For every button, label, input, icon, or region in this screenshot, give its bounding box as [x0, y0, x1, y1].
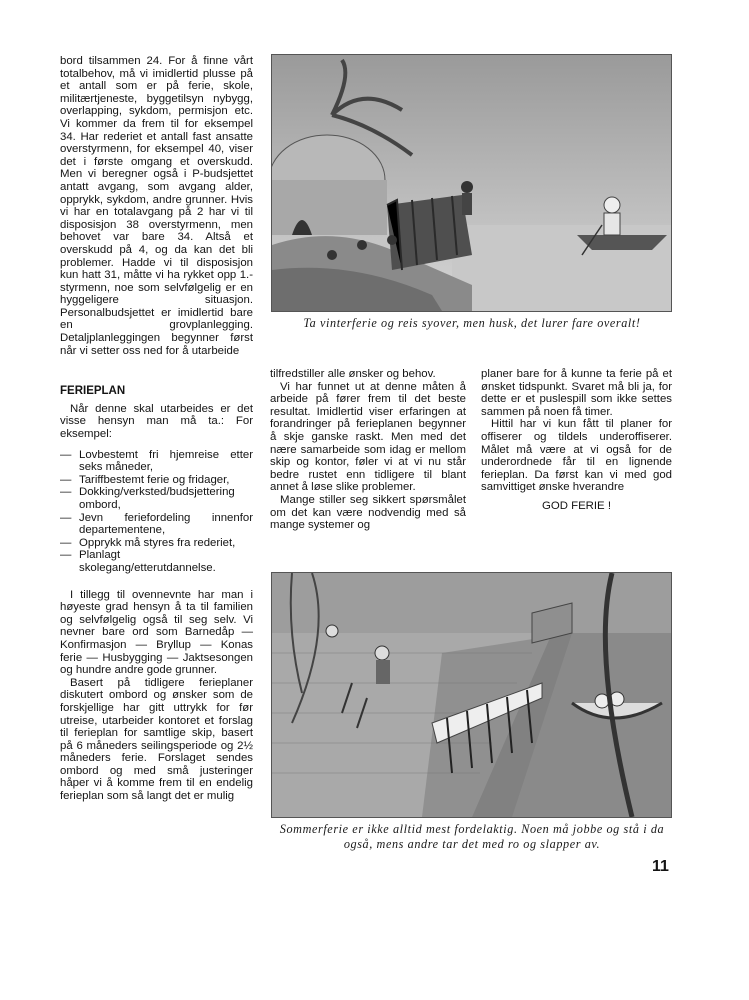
list-item: — Opprykk må styres fra rederiet,: [60, 537, 253, 550]
paragraph: bord tilsammen 24. For å finne vårt totalbehov, må vi imidlertid plusse på et antall som er på ferie, skole, militærtjeneste, byggetilsyn nybygg, overlapping, sykdom, permisjon etc. Vi kommer da frem til for eksempel 34. Har rederiet et antall fast ansatte overstyrmenn, for eksempel 40, viser det i første omgang et overskudd. Men vi beregner også i P-budsjettet antatt avgang, som avgang alder, opprykk, sykdom, andre grunner. Hvis vi har en totalavgang på 2 har vi til disposisjon 38 overstyrmenn, men behovet var bare 34. Altså et overskudd på 4, og da kan det bli problemer. Hadde vi til disposisjon kun hatt 31, måtte vi ha rykket opp 1.-styrmenn, noe som selvfølgelig er en hyggeligere situasjon. Personalbudsjettet er imidlertid bare en grovplanlegging. Detaljplanleggingen begynner først når vi setter oss ned for å utarbeide: [60, 55, 253, 357]
paragraph: Basert på tidligere ferieplaner diskutert ombord og ønsker som de forskjellige har gitt uttrykk for før utreise, utarbeider kontoret et forslag til ferieplan for samtlige skip, basert på 6 måneders seilingsperiode og 2½ måneders ferie. Forslaget sendes ombord og med små justeringer håper vi å komme frem til en endelig ferieplan som så langt det er mulig: [60, 676, 253, 803]
page-number: 11: [652, 858, 669, 875]
list-item: — Dokking/verksted/budsjettering ombord,: [60, 486, 253, 511]
figure-caption: Sommerferie er ikke alltid mest fordelaktig. Noen må jobbe og stå i da også, mens andre tar det med ro og slapper av.: [279, 822, 665, 851]
closing-line: GOD FERIE !: [542, 499, 611, 512]
text-column-left: [60, 55, 253, 803]
list-item: — Planlagt skolegang/etterutdannelse.: [60, 549, 253, 574]
ferieplan-list: [60, 449, 253, 575]
illustration-winter-holiday: [271, 54, 672, 312]
list-item: — Tariffbestemt ferie og fridager,: [60, 474, 253, 487]
figure-caption: Ta vinterferie og reis syover, men husk, det lurer fare overalt!: [303, 316, 641, 330]
paragraph: Når denne skal utarbeides er det visse hensyn man må ta.: For eksempel:: [60, 402, 253, 441]
paragraph: planer bare for å kunne ta ferie på et ønsket tidspunkt. Svaret må bli ja, for dette er et puslespill som ikke settes sammen på noen få timer.: [481, 368, 672, 418]
illustration-summer-garden: [271, 572, 672, 818]
text-column-middle: [270, 368, 466, 532]
paragraph: I tillegg til ovennevnte har man i høyeste grad hensyn å ta til familien og selvfølgelig også til seg selv. Vi nevner bare ord som Barnedåp — Konfirmasjon — Bryllup — Konas ferie — Husbygging — Jaktsesongen og hundre andre gode grunner.: [60, 588, 253, 677]
section-heading: FERIEPLAN: [60, 385, 126, 398]
paragraph: Vi har funnet ut at denne måten å arbeide på fører frem til det beste resultat. Imidlertid viser erfaringen at forandringer på ferieplanen begynner å skje ganske raskt. Men med det nære samarbeide som idag er mellom skip og kontor, føler vi at vi nu står bedre rustet enn tidligere til blant annet å løse slike problemer.: [270, 380, 466, 494]
text-column-right: [481, 368, 672, 513]
list-item: — Jevn feriefordeling innenfor departementene,: [60, 512, 253, 537]
paragraph: Mange stiller seg sikkert spørsmålet om det kan være nodvendig med så mange systemer og: [270, 493, 466, 532]
list-item: — Lovbestemt fri hjemreise etter seks måneder,: [60, 449, 253, 474]
paragraph: tilfredstiller alle ønsker og behov.: [270, 368, 436, 380]
paragraph: Hittil har vi kun fått til planer for offiserer og tildels underoffiserer. Målet må være at vi også for de underordnede får til en lignende ferieplan. Da først kan vi med god samvittiget ønske hverandre: [481, 418, 672, 494]
